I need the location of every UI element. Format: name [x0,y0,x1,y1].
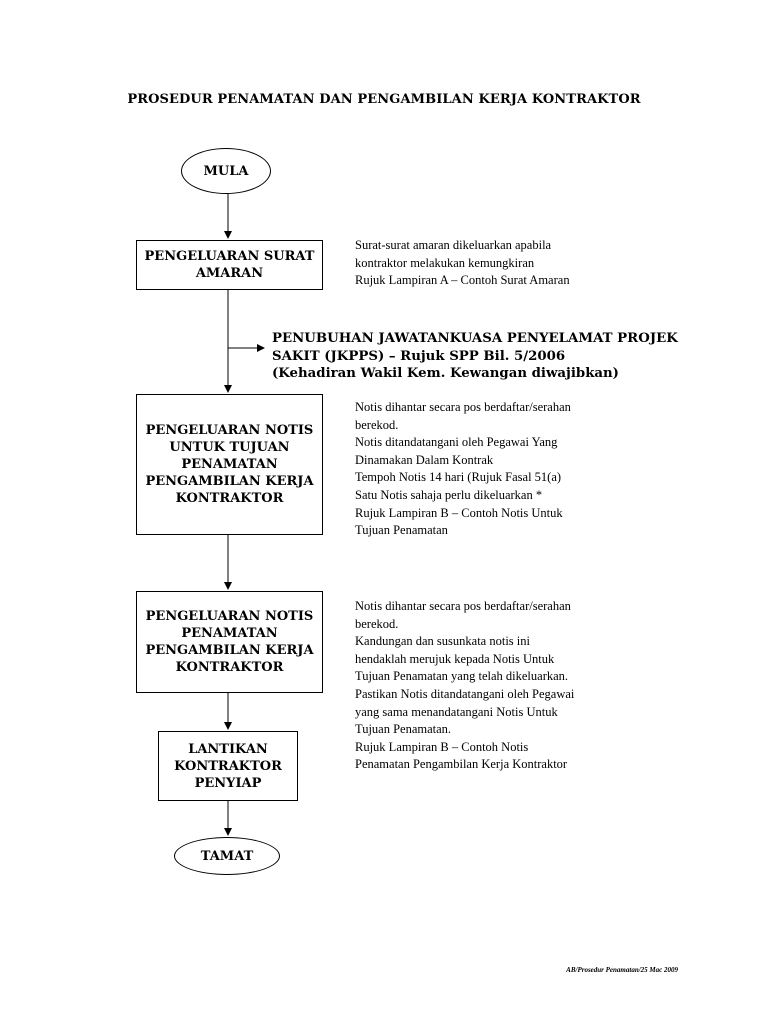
step-box-surat-amaran [136,240,323,290]
note-line: Surat-surat amaran dikeluarkan apabila [355,238,552,252]
step-label: PENGELUARAN SURAT AMARAN [144,249,315,281]
diagram-title: PROSEDUR PENAMATAN DAN PENGAMBILAN KERJA KONTRAKTOR [127,92,641,107]
note-line: hendaklah merujuk kepada Notis Untuk [355,651,555,666]
note-line: Pastikan Notis ditandatangani oleh Pegawai [355,686,575,701]
side-branch-line: (Kehadiran Wakil Kem. Kewangan diwajibkan) [272,366,619,381]
step-label: LANTIKAN KONTRAKTOR PENYIAP [174,741,282,791]
step-notes-notis-penamatan [355,598,574,774]
note-line: Rujuk Lampiran A – Contoh Surat Amaran [355,273,570,288]
side-branch-line: SAKIT (JKPPS) – Rujuk SPP Bil. 5/2006 [272,348,566,364]
side-branch-jkpps [272,330,678,383]
step-label: PENGELUARAN NOTIS UNTUK TUJUAN PENAMATAN PENGAMBILAN KERJA KONTRAKTOR [145,423,314,506]
note-line: Rujuk Lampiran B – Contoh Notis Untuk [355,505,563,520]
step-box-lantikan-kontraktor [158,731,298,801]
start-label: MULA [203,163,249,179]
note-line: Tempoh Notis 14 hari (Rujuk Fasal 51(a) [355,470,562,485]
end-node [174,837,280,875]
note-line: Rujuk Lampiran B – Contoh Notis [355,739,529,754]
step-label: PENGELUARAN NOTIS PENAMATAN PENGAMBILAN KERJA KONTRAKTOR [145,609,314,675]
note-line: Penamatan Pengambilan Kerja Kontraktor [355,757,568,772]
note-line: Notis dihantar secara pos berdaftar/serahan [355,599,571,613]
note-line: Notis ditandatangani oleh Pegawai Yang [355,435,558,450]
note-line: Kandungan dan susunkata notis ini [355,634,530,649]
side-branch-line: PENUBUHAN JAWATANKUASA PENYELAMAT PROJEK [272,331,678,346]
note-line: Notis dihantar secara pos berdaftar/serahan [355,400,571,414]
note-line: Tujuan Penamatan. [355,722,452,737]
footer-reference: AB/Prosedur Penamatan/25 Mac 2009 [566,966,678,974]
step-box-notis-tujuan-penamatan [136,394,323,535]
step-box-notis-penamatan [136,591,323,693]
note-line: Dinamakan Dalam Kontrak [355,452,494,467]
note-line: yang sama menandatangani Notis Untuk [355,704,558,719]
step-notes-notis-tujuan-penamatan [355,399,571,540]
note-line: berekod. [355,417,399,432]
note-line: Satu Notis sahaja perlu dikeluarkan * [355,487,543,502]
start-node [181,148,271,194]
end-label: TAMAT [200,848,254,864]
note-line: Tujuan Penamatan [355,523,448,538]
note-line: kontraktor melakukan kemungkiran [355,255,535,270]
note-line: Tujuan Penamatan yang telah dikeluarkan. [355,669,569,684]
note-line: berekod. [355,616,399,631]
step-notes-surat-amaran [355,237,570,290]
